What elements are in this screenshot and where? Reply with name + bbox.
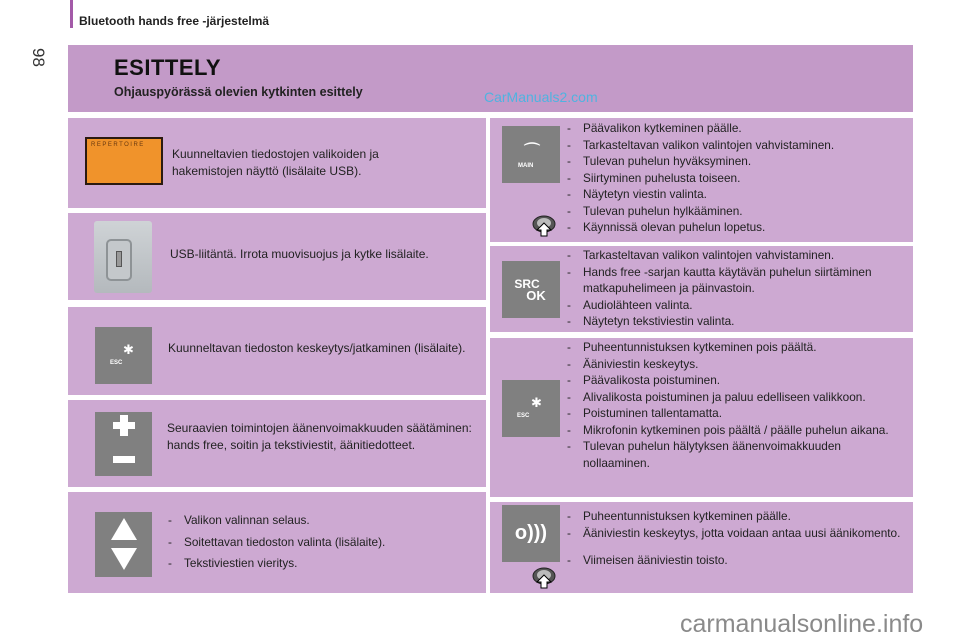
section-bar [70,0,73,28]
panel-usb [68,213,486,300]
page-title: ESITTELY [114,55,222,80]
panel-arrows [68,492,486,593]
main-phone-icon: ⌒ MAIN [502,126,560,183]
repertoire-icon: REPERTOIRE [85,137,163,185]
esc-icon: ✱ ESC [95,327,152,384]
panel-text: USB-liitäntä. Irrota muovisuojus ja kytke lisälaite. [170,247,429,261]
panel-list: - Päävalikon kytkeminen päälle. - Tarkasteltavan valikon valintojen vahvistaminen. - Tulevan puhelun hyväksyminen. - Siirtyminen puhelusta toiseen. - Näytetyn viestin valinta. - Tulevan puhelun hylkääminen. - Käynnissä olevan puhelun lopetus. [567,120,902,236]
panel-list: - Valikon valinnan selaus. - Soitettavan tiedoston valinta (lisälaite). - Tekstiviestien vieritys. [168,512,468,572]
voice-command-icon: o))) [502,505,560,562]
panel-list: - Tarkasteltavan valikon valintojen vahvistaminen. - Hands free -sarjan kautta käytävän puhelun siirtäminen matkapuhelimeen ja päinvastoin. - Audiolähteen valinta. - Näytetyn tekstiviestin valinta. [567,247,902,330]
panel-text: Kuunneltavan tiedoston keskeytys/jatkaminen (lisälaite). [168,341,466,355]
src-ok-icon: SRC OK [502,261,560,318]
panel-text: Seuraavien toimintojen äänenvoimakkuuden säätäminen: hands free, soitin ja tekstiviestit, äänitiedotteet. [167,421,472,452]
panel-text: Kuunneltavien tiedostojen valikoiden ja hakemistojen näyttö (lisälaite USB). [172,147,379,178]
panel-volume [68,400,486,487]
panel-src-ok [490,246,913,332]
press-hold-icon [532,567,556,589]
up-down-arrows-icon [95,512,152,577]
panel-repertoire [68,118,486,208]
page-number: 98 [29,48,48,67]
page-subtitle: Ohjauspyörässä olevien kytkinten esittely [114,85,363,99]
panel-main [490,118,913,242]
panel-voice [490,502,913,593]
panel-esc-right [490,338,913,497]
panel-list: - Puheentunnistuksen kytkeminen pois päältä. - Ääniviestin keskeytys. - Päävalikosta poistuminen. - Alivalikosta poistuminen ja paluu edelliseen valikkoon. - Poistuminen tallentamatta. - Mikrofonin kytkeminen pois päältä / päälle puhelun aikana. - Tulevan puhelun hälytyksen äänenvoimakkuuden nollaaminen. [567,339,902,471]
panel-esc-left [68,307,486,395]
panel-list: - Puheentunnistuksen kytkeminen päälle. - Ääniviestin keskeytys, jotta voidaan antaa uusi äänikomento. - Viimeisen ääniviestin toisto. [567,508,902,568]
watermark-top: CarManuals2.com [484,89,598,105]
press-hold-icon [532,215,556,237]
usb-port-icon [94,221,152,293]
volume-icon [95,412,152,476]
esc-icon: ✱ ESC [502,380,560,437]
watermark-footer: carmanualsonline.info [680,610,924,638]
section-title: Bluetooth hands free -järjestelmä [79,14,270,28]
